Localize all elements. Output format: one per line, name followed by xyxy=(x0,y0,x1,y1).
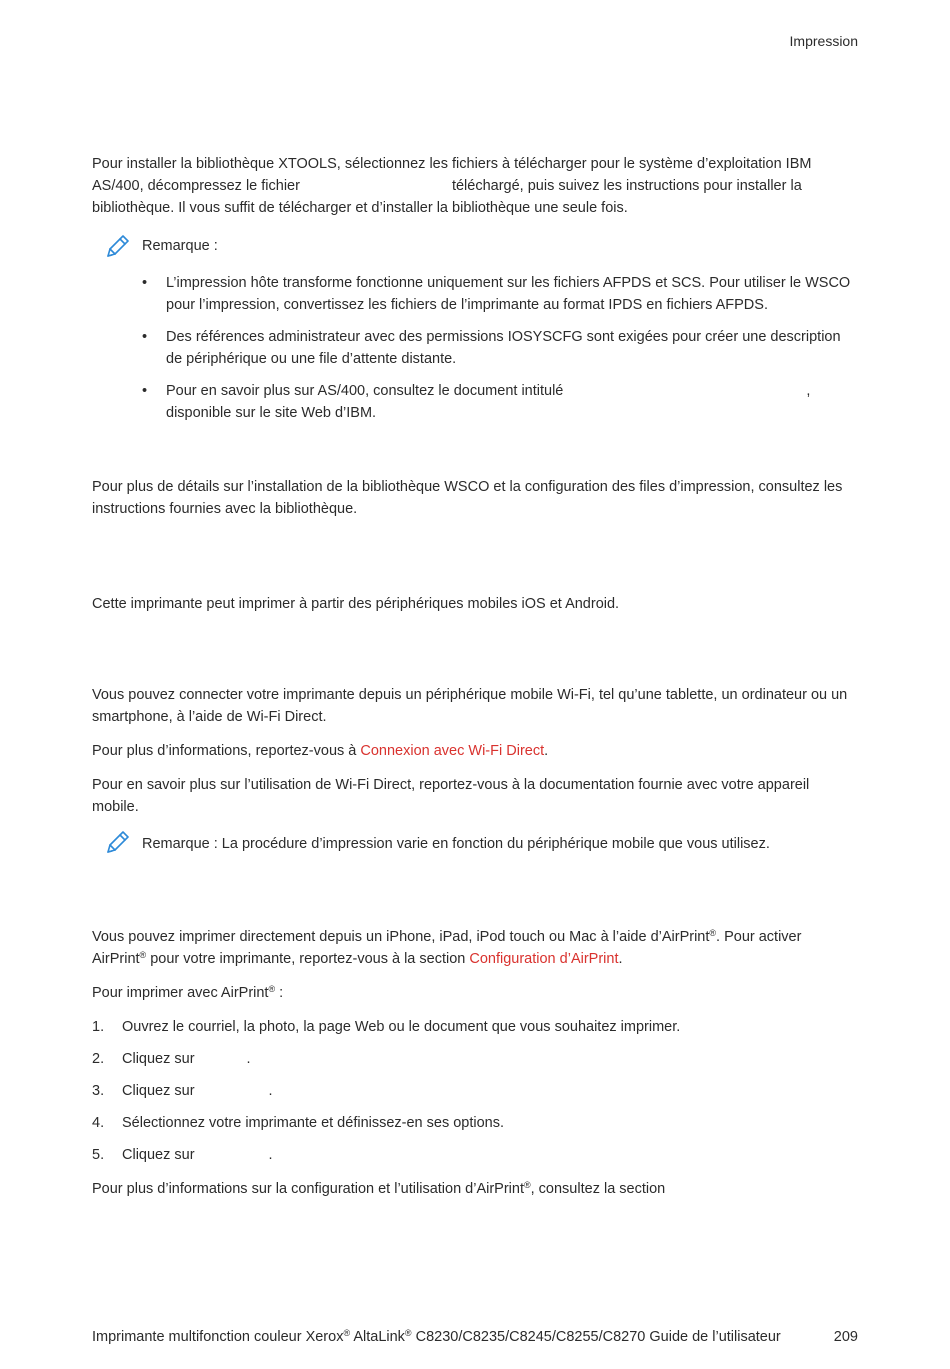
bullet-dot: • xyxy=(142,383,148,399)
list-item: • Des références administrateur avec des permissions IOSYSCFG sont exigées pour créer une description de périphérique ou une file d’attente distante. xyxy=(142,326,852,370)
xtools-text-b: téléchargé, puis suivez les instructions pour installer la bibliothèque. Il vous suffit de télécharger et d’installer la bibliothèque une seule fois. xyxy=(92,178,802,216)
paragraph-airprint-final: Pour plus d’informations sur la configuration et l’utilisation d’AirPrint®, consultez la section xyxy=(92,1180,666,1197)
note2-text: La procédure d’impression varie en fonction du périphérique mobile que vous utilisez. xyxy=(221,836,770,852)
pencil-icon xyxy=(103,829,131,857)
paragraph-xtools xyxy=(92,153,857,219)
list-item: 3. Cliquez sur . xyxy=(92,1083,273,1099)
bullet-dot: • xyxy=(142,329,148,345)
note2-label: Remarque : xyxy=(142,836,218,852)
page-number: 209 xyxy=(833,1329,858,1345)
running-header: Impression xyxy=(789,33,858,49)
list-item: 5. Cliquez sur . xyxy=(92,1147,273,1163)
list-item: 4. Sélectionnez votre imprimante et définissez-en ses options. xyxy=(92,1115,505,1131)
pencil-icon xyxy=(103,233,131,261)
paragraph-print-with-airprint: Pour imprimer avec AirPrint® : xyxy=(92,984,284,1001)
paragraph-wifi-docs: Pour en savoir plus sur l’utilisation de Wi-Fi Direct, reportez-vous à la documentation fournie avec votre appareil mobile. xyxy=(92,777,810,815)
note1-label: Remarque : xyxy=(142,238,218,254)
paragraph-wifi-intro: Vous pouvez connecter votre imprimante depuis un périphérique mobile Wi-Fi, tel qu’une tablette, un ordinateur ou un smartphone, à l’aide de Wi-Fi Direct. xyxy=(92,687,848,725)
airprint-steps xyxy=(92,1016,852,1176)
paragraph-mobile: Cette imprimante peut imprimer à partir des périphériques mobiles iOS et Android. xyxy=(92,596,620,612)
xtools-text-a: Pour installer la bibliothèque XTOOLS, sélectionnez les fichiers à télécharger pour le système d’exploitation IBM AS/400, décompressez le fichier xyxy=(92,156,812,194)
note2 xyxy=(142,833,852,855)
bullet-dot: • xyxy=(142,275,148,291)
paragraph-airprint: Vous pouvez imprimer directement depuis un iPhone, iPad, iPod touch ou Mac à l’aide d’AirPrint®. Pour activer AirPrint® pour votre imprimante, reportez-vous à la section Configuration d’AirPrint. xyxy=(92,928,802,967)
list-item: 2. Cliquez sur . xyxy=(92,1051,251,1067)
note1-bullet-list xyxy=(142,272,852,434)
list-item: 1. Ouvrez le courriel, la photo, la page Web ou le document que vous souhaitez imprimer. xyxy=(92,1019,681,1035)
paragraph-wifi-more: Pour plus d’informations, reportez-vous à Connexion avec Wi-Fi Direct. xyxy=(92,743,549,759)
airprint-config-link[interactable]: Configuration d’AirPrint xyxy=(469,951,619,967)
list-item: • Pour en savoir plus sur AS/400, consultez le document intitulé , disponible sur le site Web d’IBM. xyxy=(142,380,852,424)
wifi-direct-link[interactable]: Connexion avec Wi-Fi Direct xyxy=(360,743,545,759)
footer-title: Imprimante multifonction couleur Xerox® AltaLink® C8230/C8235/C8245/C8255/C8270 Guide de l’utilisateur xyxy=(92,1328,781,1345)
list-item: • L’impression hôte transforme fonctionne uniquement sur les fichiers AFPDS et SCS. Pour utiliser le WSCO pour l’impression, convertissez les fichiers de l’imprimante au format IPDS en fichiers AFPDS. xyxy=(142,272,852,316)
paragraph-wsco: Pour plus de détails sur l’installation de la bibliothèque WSCO et la configuration des files d’impression, consultez les instructions fournies avec la bibliothèque. xyxy=(92,479,843,517)
